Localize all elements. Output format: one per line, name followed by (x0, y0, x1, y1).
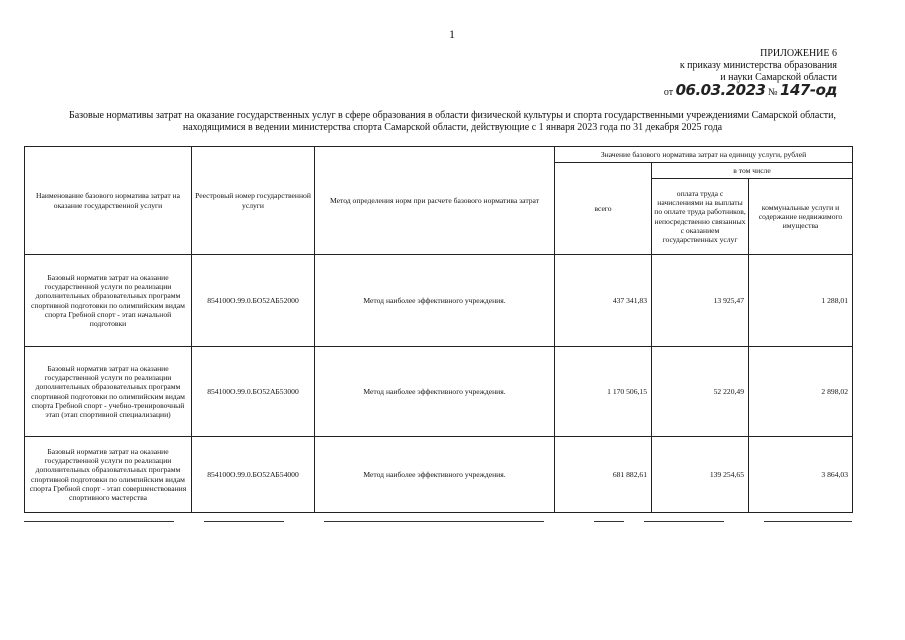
header-registry: Реестровый номер государственной услуги (192, 147, 315, 255)
page-cut-marks (24, 521, 852, 525)
row-wages: 13 925,47 (652, 255, 749, 347)
header-name: Наименование базового норматива затрат на оказание государственной услуги (25, 147, 192, 255)
header-utilities: коммунальные услуги и содержание недвижимого имущества (749, 179, 853, 255)
appendix-title: ПРИЛОЖЕНИЕ 6 (760, 48, 837, 59)
appendix-block (664, 48, 837, 99)
date-prefix: от (663, 87, 674, 98)
header-wages: оплата труда с начислениями на выплаты по оплате труда работников, непосредственно связанных с оказанием государственных услуг (652, 179, 749, 255)
cut-mark (644, 521, 724, 522)
row-wages: 52 220,49 (652, 347, 749, 437)
row-utilities: 2 898,02 (749, 347, 853, 437)
appendix-date-number-line (663, 81, 837, 99)
header-value-group: Значение базового норматива затрат на единицу услуги, рублей (555, 147, 853, 163)
row-method: Метод наиболее эффективного учреждения. (315, 347, 555, 437)
row-registry: 854100О.99.0.БО52АБ52000 (192, 255, 315, 347)
number-prefix: № (767, 87, 778, 98)
table-row (25, 437, 853, 513)
appendix-order-line: к приказу министерства образования (679, 60, 837, 71)
table-header-row-1 (25, 147, 853, 163)
heading-line-1: Базовые нормативы затрат на оказание государственных услуг в сфере образования в области физической культуры и спорта государственными учреждениями Самарской области, (68, 110, 836, 121)
cut-mark (24, 521, 174, 522)
row-total: 437 341,83 (555, 255, 652, 347)
header-method: Метод определения норм при расчете базового норматива затрат (315, 147, 555, 255)
cut-mark (764, 521, 852, 522)
table-row (25, 255, 853, 347)
header-total: всего (555, 163, 652, 255)
row-utilities: 1 288,01 (749, 255, 853, 347)
appendix-ministry-line: и науки Самарской области (720, 72, 837, 83)
row-name: Базовый норматив затрат на оказание государственной услуги по реализации дополнительных образовательных программ спортивной подготовки по олимпийским видам спорта Гребной спорт - этап совершенствования спортивного мастерства (25, 437, 192, 513)
header-including: в том числе (652, 163, 853, 179)
row-method: Метод наиболее эффективного учреждения. (315, 437, 555, 513)
row-registry: 854100О.99.0.БО52АБ54000 (192, 437, 315, 513)
row-name: Базовый норматив затрат на оказание государственной услуги по реализации дополнительных образовательных программ спортивной подготовки по олимпийским видам спорта Гребной спорт - этап начальной подготовки (25, 255, 192, 347)
cut-mark (594, 521, 624, 522)
row-registry: 854100О.99.0.БО52АБ53000 (192, 347, 315, 437)
norms-table (24, 146, 853, 513)
table-row (25, 347, 853, 437)
page-number: 1 (449, 27, 455, 41)
document-heading (20, 110, 885, 134)
row-total: 681 882,61 (555, 437, 652, 513)
cut-mark (324, 521, 544, 522)
heading-line-2: находящимися в ведении министерства спорта Самарской области, действующие с 1 января 2023 года по 31 декабря 2025 года (182, 122, 723, 133)
row-utilities: 3 864,03 (749, 437, 853, 513)
row-wages: 139 254,65 (652, 437, 749, 513)
row-total: 1 170 506,15 (555, 347, 652, 437)
cut-mark (204, 521, 284, 522)
row-name: Базовый норматив затрат на оказание государственной услуги по реализации дополнительных образовательных программ спортивной подготовки по олимпийским видам спорта Гребной спорт - учебно-тренировочный этап (этап спортивной специализации) (25, 347, 192, 437)
handwritten-number: 147-од (780, 81, 837, 99)
row-method: Метод наиболее эффективного учреждения. (315, 255, 555, 347)
handwritten-date: 06.03.2023 (675, 81, 766, 99)
